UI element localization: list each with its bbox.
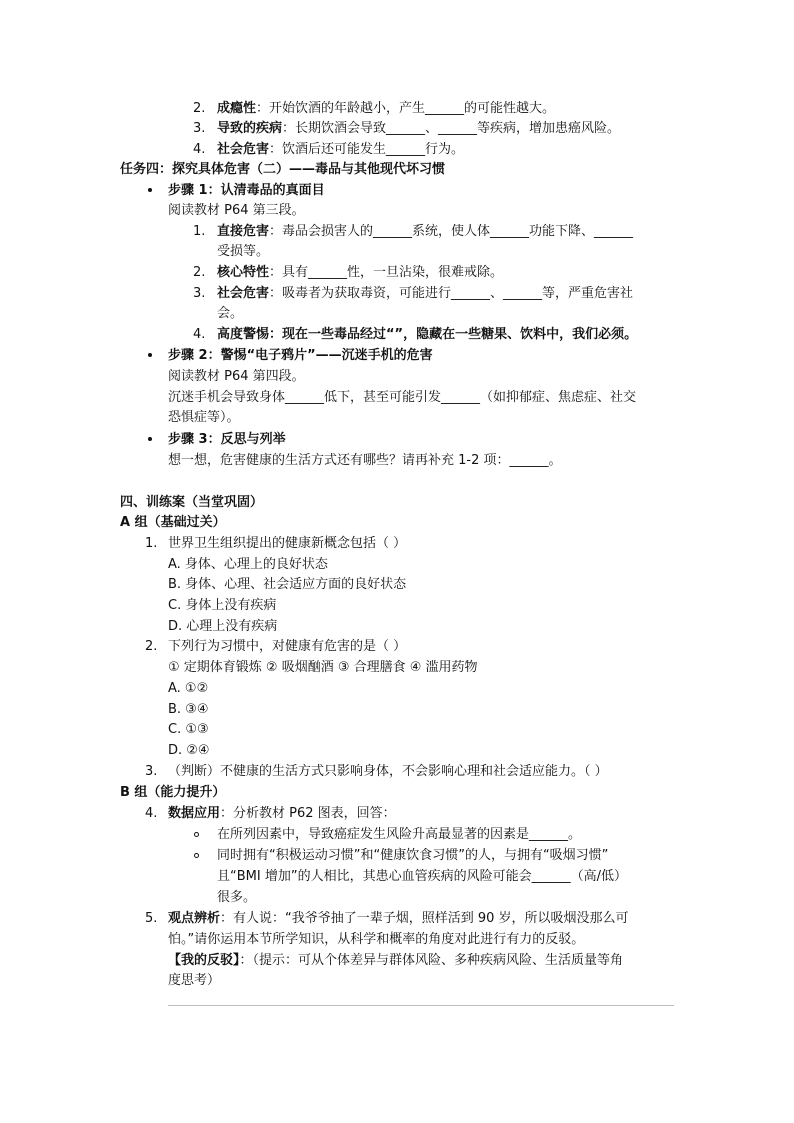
question-text: （判断）不健康的生活方式只影响身体，不会影响心理和社会适应能力。（ ） bbox=[168, 764, 608, 779]
question-text-continued: 怕。”请你运用本节所学知识，从科学和概率的角度对此进行有力的反驳。 bbox=[168, 932, 585, 947]
step-label: 步骤 2：警惕“电子鸦片”——沉迷手机的危害 bbox=[168, 348, 433, 363]
list-item bbox=[217, 284, 633, 305]
sub-question-continued: 很多。 bbox=[217, 890, 257, 905]
group-label: A 组（基础过关） bbox=[120, 515, 226, 530]
item-term: 直接危害 bbox=[217, 224, 270, 239]
option-c: C. ①③ bbox=[168, 722, 209, 737]
step-label: 步骤 3：反思与列举 bbox=[168, 432, 286, 447]
choice-list: ① 定期体育锻炼 ② 吸烟酗酒 ③ 合理膳食 ④ 滥用药物 bbox=[168, 660, 478, 675]
reply-prompt bbox=[168, 951, 623, 972]
item-text: ：吸毒者为获取毒资，可能进行______、______等，严重危害社 bbox=[269, 286, 634, 301]
list-number: 2. bbox=[193, 101, 206, 116]
reply-hint-continued: 度思考） bbox=[168, 973, 221, 988]
item-text-continued: 会。 bbox=[217, 306, 244, 321]
item-text: ：毒品会损害人的______系统，使人体______功能下降、______ bbox=[269, 224, 634, 239]
list-number: 3. bbox=[193, 286, 206, 301]
question-number: 5. bbox=[145, 911, 158, 926]
answer-line[interactable] bbox=[168, 1005, 674, 1006]
reply-hint: ：（提示：可从个体差异与群体风险、多种疾病风险、生活质量等角 bbox=[239, 953, 624, 968]
reading-note: 阅读教材 P64 第三段。 bbox=[168, 203, 305, 218]
item-term: 社会危害 bbox=[217, 286, 270, 301]
item-term: 高度警惕 bbox=[217, 327, 270, 342]
reply-label: 【我的反驳】 bbox=[168, 953, 240, 968]
question-body: ：分析教材 P62 图表，回答： bbox=[220, 806, 396, 821]
item-text: ：长期饮酒会导致______、______等疾病，增加患癌风险。 bbox=[282, 121, 621, 136]
question-number: 1. bbox=[145, 536, 158, 551]
list-item bbox=[217, 140, 464, 161]
sub-question: 在所列因素中，导致癌症发生风险升高最显著的因素是______。 bbox=[217, 827, 582, 842]
step-label: 步骤 1：认清毒品的真面目 bbox=[168, 183, 325, 198]
question-term: 观点辨析 bbox=[168, 911, 221, 926]
sub-question-continued: 且“BMI 增加”的人相比，其患心血管疾病的风险可能会______（高/低） bbox=[217, 869, 627, 884]
item-text: ：现在一些毒品经过“”，隐藏在一些糖果、饮料中，我们必须。 bbox=[269, 327, 638, 342]
bullet-icon bbox=[148, 188, 152, 192]
item-term: 成瘾性 bbox=[217, 101, 257, 116]
sub-question: 同时拥有“积极运动习惯”和“健康饮食习惯”的人，与拥有“吸烟习惯” bbox=[217, 848, 609, 863]
section-heading: 四、训练案（当堂巩固） bbox=[120, 495, 264, 510]
bullet-icon bbox=[148, 437, 152, 441]
question-text: 下列行为习惯中，对健康有危害的是（ ） bbox=[168, 639, 407, 654]
list-number: 4. bbox=[193, 327, 206, 342]
option-b: B. 身体、心理、社会适应方面的良好状态 bbox=[168, 577, 407, 592]
circle-bullet-icon bbox=[194, 853, 199, 858]
paragraph-line: 想一想，危害健康的生活方式还有哪些？请再补充 1-2 项：______。 bbox=[168, 453, 562, 468]
option-a: A. 身体、心理上的良好状态 bbox=[168, 557, 328, 572]
question-number: 4. bbox=[145, 806, 158, 821]
question-term: 数据应用 bbox=[168, 806, 221, 821]
list-item bbox=[217, 99, 555, 120]
group-label: B 组（能力提升） bbox=[120, 785, 226, 800]
list-item bbox=[217, 222, 633, 243]
item-text-continued: 受损等。 bbox=[217, 244, 270, 259]
item-term: 导致的疾病 bbox=[217, 121, 283, 136]
question-number: 3. bbox=[145, 764, 158, 779]
bullet-icon bbox=[148, 353, 152, 357]
item-term: 社会危害 bbox=[217, 142, 270, 157]
question-text bbox=[168, 909, 629, 930]
option-d: D. 心理上没有疾病 bbox=[168, 619, 278, 634]
question-text bbox=[168, 804, 396, 825]
paragraph-line: 恐惧症等）。 bbox=[168, 410, 240, 425]
circle-bullet-icon bbox=[194, 832, 199, 837]
list-item bbox=[217, 263, 503, 284]
task-title: 任务四：探究具体危害（二）——毒品与其他现代坏习惯 bbox=[120, 162, 446, 177]
list-number: 3. bbox=[193, 121, 206, 136]
question-number: 2. bbox=[145, 639, 158, 654]
reading-note: 阅读教材 P64 第四段。 bbox=[168, 369, 305, 384]
question-text: 世界卫生组织提出的健康新概念包括（ ） bbox=[168, 536, 407, 551]
item-text: ：开始饮酒的年龄越小，产生______的可能性越大。 bbox=[256, 101, 556, 116]
list-item bbox=[217, 325, 637, 346]
list-number: 4. bbox=[193, 142, 206, 157]
question-body: ：有人说：“我爷爷抽了一辈子烟，照样活到 90 岁，所以吸烟没那么可 bbox=[220, 911, 629, 926]
option-c: C. 身体上没有疾病 bbox=[168, 598, 277, 613]
item-term: 核心特性 bbox=[217, 265, 270, 280]
list-item bbox=[217, 119, 620, 140]
option-b: B. ③④ bbox=[168, 702, 209, 717]
option-a: A. ①② bbox=[168, 681, 209, 696]
item-text: ：具有______性，一旦沾染，很难戒除。 bbox=[269, 265, 504, 280]
item-text: ：饮酒后还可能发生______行为。 bbox=[269, 142, 465, 157]
list-number: 2. bbox=[193, 265, 206, 280]
paragraph-line: 沉迷手机会导致身体______低下，甚至可能引发______（如抑郁症、焦虑症、社交 bbox=[168, 390, 637, 405]
option-d: D. ②④ bbox=[168, 743, 210, 758]
list-number: 1. bbox=[193, 224, 206, 239]
